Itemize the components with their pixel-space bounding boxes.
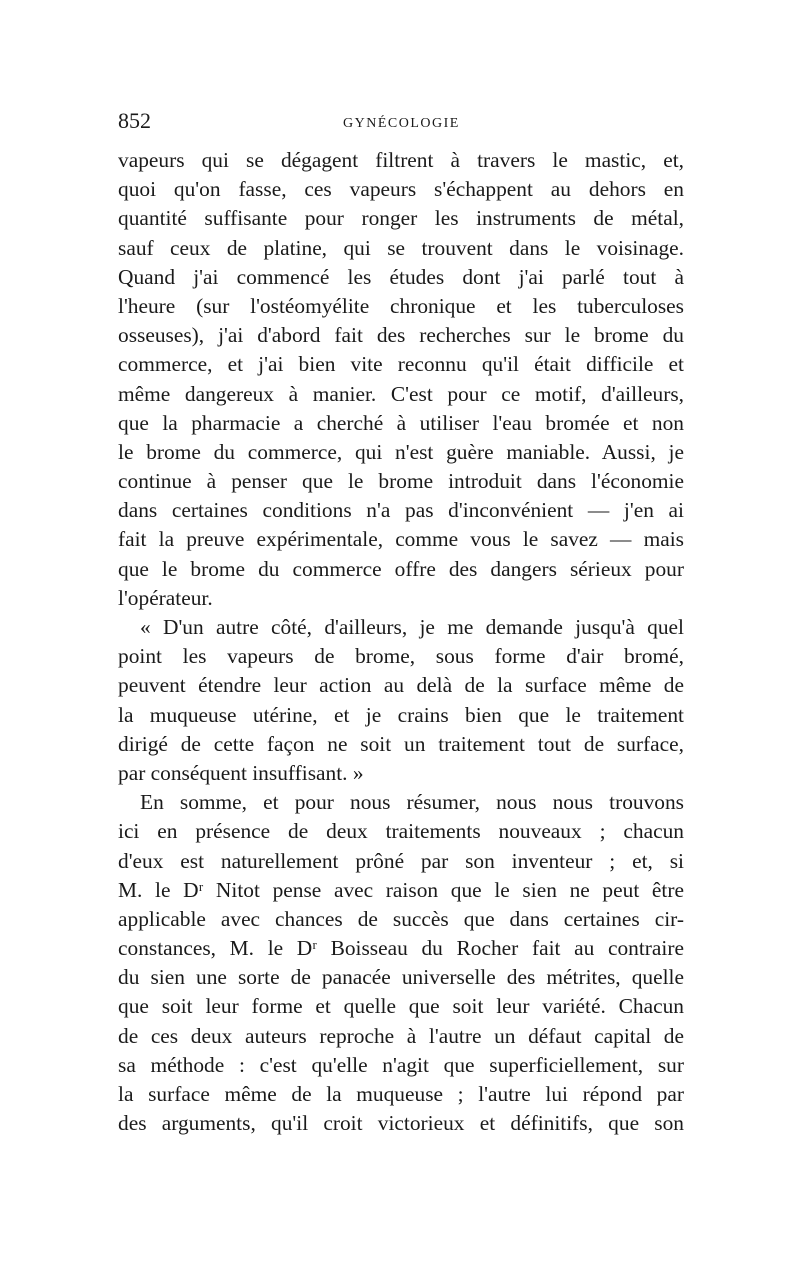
text-line: ici en présence de deux traitements nouveaux ; chacun xyxy=(118,819,684,844)
text-line: constances, M. le Dʳ Boisseau du Rocher fait au contraire xyxy=(118,936,684,961)
text-line: dirigé de cette façon ne soit un traitement tout de surface, xyxy=(118,731,684,756)
running-title: GYNÉCOLOGIE xyxy=(343,116,460,131)
text-line: dans certaines conditions n'a pas d'inconvénient — j'en ai xyxy=(118,498,684,523)
text-line: vapeurs qui se dégagent filtrent à travers le mastic, et, xyxy=(118,148,684,172)
text-line: commerce, et j'ai bien vite reconnu qu'il était difficile et xyxy=(118,352,684,377)
text-line: l'opérateur. xyxy=(118,585,213,610)
book-page xyxy=(118,108,684,1138)
text-line: l'heure (sur l'ostéomyélite chronique et les tuberculoses xyxy=(118,293,684,318)
text-line: continue à penser que le brome introduit dans l'économie xyxy=(118,469,684,494)
text-line: fait la preuve expérimentale, comme vous le savez — mais xyxy=(118,527,684,552)
text-line: des arguments, qu'il croit victorieux et définitifs, que son xyxy=(118,1111,684,1136)
text-line: de ces deux auteurs reproche à l'autre un défaut capital de xyxy=(118,1023,684,1048)
text-line: quantité suffisante pour ronger les instruments de métal, xyxy=(118,206,684,231)
text-line: point les vapeurs de brome, sous forme d'air bromé, xyxy=(118,644,684,669)
text-line: que la pharmacie a cherché à utiliser l'eau bromée et non xyxy=(118,410,684,435)
text-line: M. le Dʳ Nitot pense avec raison que le sien ne peut être xyxy=(118,877,684,902)
text-line: que le brome du commerce offre des dangers sérieux pour xyxy=(118,556,684,581)
text-line: Quand j'ai commencé les études dont j'ai parlé tout à xyxy=(118,264,684,289)
text-line: osseuses), j'ai d'abord fait des recherches sur le brome du xyxy=(118,323,684,348)
body-text xyxy=(118,146,684,1138)
text-line: même dangereux à manier. C'est pour ce motif, d'ailleurs, xyxy=(118,381,684,406)
page-number: 852 xyxy=(118,108,151,133)
text-line: sauf ceux de platine, qui se trouvent dans le voisinage. xyxy=(118,235,684,260)
text-line: par conséquent insuffisant. » xyxy=(118,760,364,785)
text-line: « D'un autre côté, d'ailleurs, je me demande jusqu'à quel xyxy=(140,615,684,639)
text-line: que soit leur forme et quelle que soit leur variété. Chacun xyxy=(118,994,684,1019)
text-line: d'eux est naturellement prôné par son inventeur ; et, si xyxy=(118,848,684,873)
text-line: peuvent étendre leur action au delà de la surface même de xyxy=(118,673,684,698)
text-line: quoi qu'on fasse, ces vapeurs s'échappent au dehors en xyxy=(118,177,684,202)
text-line: la muqueuse utérine, et je crains bien que le traitement xyxy=(118,702,684,727)
running-head xyxy=(118,108,684,146)
text-line: du sien une sorte de panacée universelle des métrites, quelle xyxy=(118,965,684,990)
text-line: la surface même de la muqueuse ; l'autre lui répond par xyxy=(118,1082,684,1106)
text-line: applicable avec chances de succès que dans certaines cir- xyxy=(118,906,684,931)
text-line: En somme, et pour nous résumer, nous nous trouvons xyxy=(140,790,684,815)
text-line: sa méthode : c'est qu'elle n'agit que superficiellement, sur xyxy=(118,1052,684,1077)
text-line: le brome du commerce, qui n'est guère maniable. Aussi, je xyxy=(118,439,684,464)
